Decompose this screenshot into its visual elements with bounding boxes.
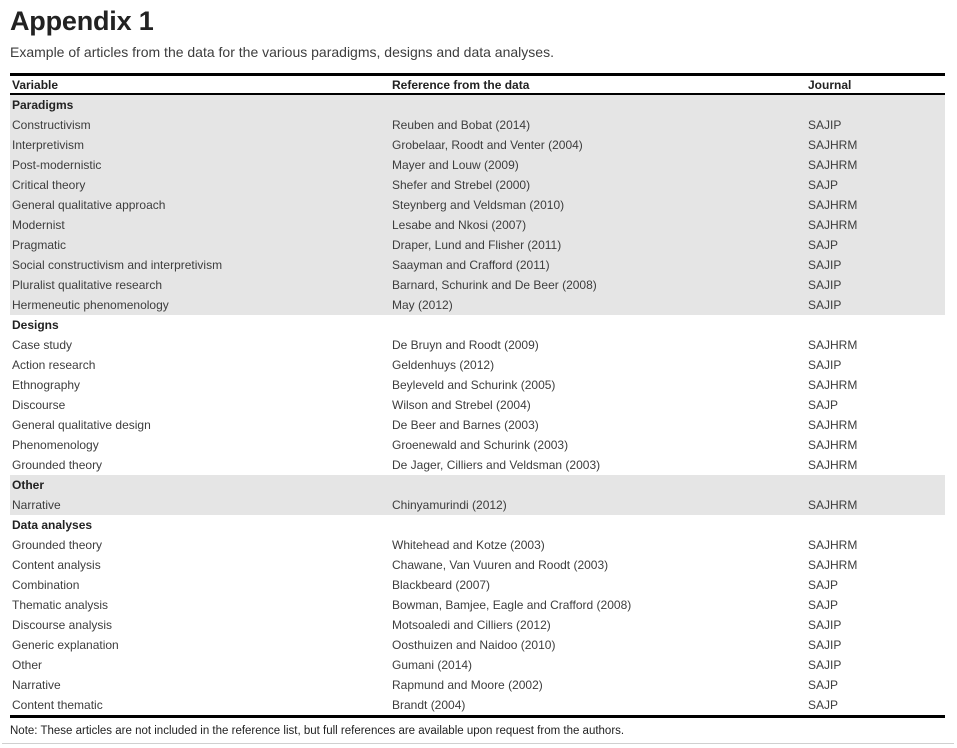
- table-row: [10, 375, 945, 395]
- cell-reference: Groenewald and Schurink (2003): [392, 438, 569, 452]
- cell-variable: General qualitative design: [12, 418, 151, 432]
- cell-variable: Ethnography: [12, 378, 81, 392]
- cell-variable: Narrative: [12, 498, 61, 512]
- cell-reference: Whitehead and Kotze (2003): [392, 538, 545, 552]
- cell-variable: Hermeneutic phenomenology: [12, 298, 169, 312]
- table-row: [10, 615, 945, 635]
- page-bottom-divider: [2, 743, 954, 744]
- cell-journal: SAJIP: [808, 278, 842, 292]
- cell-journal: SAJIP: [808, 618, 842, 632]
- section-header-row: [10, 315, 945, 335]
- table-row: [10, 155, 945, 175]
- cell-journal: SAJIP: [808, 358, 842, 372]
- cell-reference: Blackbeard (2007): [392, 578, 491, 592]
- cell-reference: Reuben and Bobat (2014): [392, 118, 531, 132]
- cell-journal: SAJP: [808, 398, 839, 412]
- table-row: [10, 215, 945, 235]
- cell-variable: Social constructivism and interpretivism: [12, 258, 223, 272]
- section-header-row: [10, 95, 945, 115]
- cell-variable: Generic explanation: [12, 638, 119, 652]
- table-row: [10, 195, 945, 215]
- cell-reference: Saayman and Crafford (2011): [392, 258, 550, 272]
- cell-variable: Action research: [12, 358, 96, 372]
- table-row: [10, 335, 945, 355]
- page-title: Appendix 1: [10, 6, 154, 36]
- table-row: [10, 415, 945, 435]
- cell-journal: SAJHRM: [808, 458, 858, 472]
- cell-journal: SAJHRM: [808, 198, 858, 212]
- cell-reference: Lesabe and Nkosi (2007): [392, 218, 527, 232]
- cell-journal: SAJP: [808, 578, 839, 592]
- table-row: [10, 535, 945, 555]
- table-row: [10, 455, 945, 475]
- table-row: [10, 135, 945, 155]
- cell-reference: Grobelaar, Roodt and Venter (2004): [392, 138, 583, 152]
- cell-variable: Other: [12, 658, 43, 672]
- cell-variable: Pluralist qualitative research: [12, 278, 163, 292]
- table-row: [10, 255, 945, 275]
- cell-reference: De Beer and Barnes (2003): [392, 418, 539, 432]
- cell-reference: Shefer and Strebel (2000): [392, 178, 531, 192]
- cell-reference: Rapmund and Moore (2002): [392, 678, 543, 692]
- cell-journal: SAJP: [808, 678, 839, 692]
- cell-variable: Modernist: [12, 218, 65, 232]
- cell-journal: SAJHRM: [808, 218, 858, 232]
- cell-reference: Chawane, Van Vuuren and Roodt (2003): [392, 558, 609, 572]
- table-row: [10, 595, 945, 615]
- cell-reference: Barnard, Schurink and De Beer (2008): [392, 278, 597, 292]
- section-label: Designs: [12, 318, 59, 332]
- table-row: [10, 395, 945, 415]
- table-row: [10, 675, 945, 695]
- table-row: [10, 295, 945, 315]
- cell-journal-empty: [806, 475, 945, 495]
- table-row: [10, 435, 945, 455]
- section-header-row: [10, 515, 945, 535]
- cell-variable: Interpretivism: [12, 138, 85, 152]
- cell-journal-empty: [806, 315, 945, 335]
- cell-reference: Chinyamurindi (2012): [392, 498, 507, 512]
- cell-reference: Beyleveld and Schurink (2005): [392, 378, 556, 392]
- cell-reference: Oosthuizen and Naidoo (2010): [392, 638, 556, 652]
- cell-journal: SAJHRM: [808, 338, 858, 352]
- cell-journal: SAJP: [808, 698, 839, 712]
- cell-reference: May (2012): [392, 298, 453, 312]
- cell-variable: Thematic analysis: [12, 598, 109, 612]
- cell-journal-empty: [806, 95, 945, 115]
- cell-variable: General qualitative approach: [12, 198, 166, 212]
- section-label: Data analyses: [12, 518, 93, 532]
- section-label: Other: [12, 478, 45, 492]
- cell-variable: Critical theory: [12, 178, 86, 192]
- table-row: [10, 355, 945, 375]
- cell-journal: SAJP: [808, 178, 839, 192]
- cell-journal: SAJP: [808, 238, 839, 252]
- cell-reference: De Bruyn and Roodt (2009): [392, 338, 539, 352]
- table-row: [10, 655, 945, 675]
- cell-journal: SAJHRM: [808, 538, 858, 552]
- cell-journal: SAJIP: [808, 258, 842, 272]
- table-row: [10, 115, 945, 135]
- cell-reference: Steynberg and Veldsman (2010): [392, 198, 565, 212]
- appendix-table: [10, 73, 945, 718]
- cell-journal: SAJHRM: [808, 158, 858, 172]
- section-header-row: [10, 475, 945, 495]
- cell-journal: SAJHRM: [808, 418, 858, 432]
- cell-reference: De Jager, Cilliers and Veldsman (2003): [392, 458, 601, 472]
- cell-variable: Pragmatic: [12, 238, 67, 252]
- cell-variable: Combination: [12, 578, 80, 592]
- table-row: [10, 555, 945, 575]
- cell-journal: SAJHRM: [808, 378, 858, 392]
- cell-journal: SAJHRM: [808, 438, 858, 452]
- cell-reference: Geldenhuys (2012): [392, 358, 495, 372]
- cell-journal: SAJIP: [808, 118, 842, 132]
- page-subtitle: Example of articles from the data for the various paradigms, designs and data analyses.: [10, 44, 554, 60]
- cell-journal: SAJIP: [808, 638, 842, 652]
- cell-reference-empty: [390, 315, 806, 335]
- cell-reference-empty: [390, 475, 806, 495]
- cell-reference: Wilson and Strebel (2004): [392, 398, 531, 412]
- cell-variable: Grounded theory: [12, 538, 103, 552]
- column-header-reference: Reference from the data: [392, 78, 530, 92]
- table-row: [10, 575, 945, 595]
- table-row: [10, 495, 945, 515]
- table-body: [10, 95, 945, 715]
- cell-journal: SAJIP: [808, 298, 842, 312]
- cell-reference: Brandt (2004): [392, 698, 466, 712]
- cell-reference: Gumani (2014): [392, 658, 473, 672]
- cell-reference: Bowman, Bamjee, Eagle and Crafford (2008): [392, 598, 632, 612]
- cell-journal: SAJHRM: [808, 138, 858, 152]
- table-row: [10, 175, 945, 195]
- cell-journal: SAJHRM: [808, 558, 858, 572]
- cell-reference-empty: [390, 95, 806, 115]
- cell-journal: SAJP: [808, 598, 839, 612]
- cell-reference: Mayer and Louw (2009): [392, 158, 519, 172]
- table-row: [10, 235, 945, 255]
- cell-journal-empty: [806, 515, 945, 535]
- table-note: Note: These articles are not included in the reference list, but full references are available upon request from the authors.: [10, 725, 625, 737]
- cell-variable: Content thematic: [12, 698, 103, 712]
- cell-variable: Discourse: [12, 398, 66, 412]
- cell-variable: Case study: [12, 338, 73, 352]
- cell-variable: Narrative: [12, 678, 61, 692]
- table-row: [10, 275, 945, 295]
- table-row: [10, 635, 945, 655]
- cell-reference: Draper, Lund and Flisher (2011): [392, 238, 562, 252]
- cell-variable: Discourse analysis: [12, 618, 113, 632]
- column-header-variable: Variable: [12, 78, 59, 92]
- cell-variable: Phenomenology: [12, 438, 99, 452]
- cell-reference: Motsoaledi and Cilliers (2012): [392, 618, 551, 632]
- column-header-journal: Journal: [808, 78, 852, 92]
- cell-variable: Content analysis: [12, 558, 101, 572]
- table-row: [10, 695, 945, 715]
- cell-variable: Post-modernistic: [12, 158, 102, 172]
- cell-reference-empty: [390, 515, 806, 535]
- cell-variable: Constructivism: [12, 118, 91, 132]
- table-header-row: [10, 76, 945, 95]
- cell-variable: Grounded theory: [12, 458, 103, 472]
- section-label: Paradigms: [12, 98, 74, 112]
- cell-journal: SAJHRM: [808, 498, 858, 512]
- cell-journal: SAJIP: [808, 658, 842, 672]
